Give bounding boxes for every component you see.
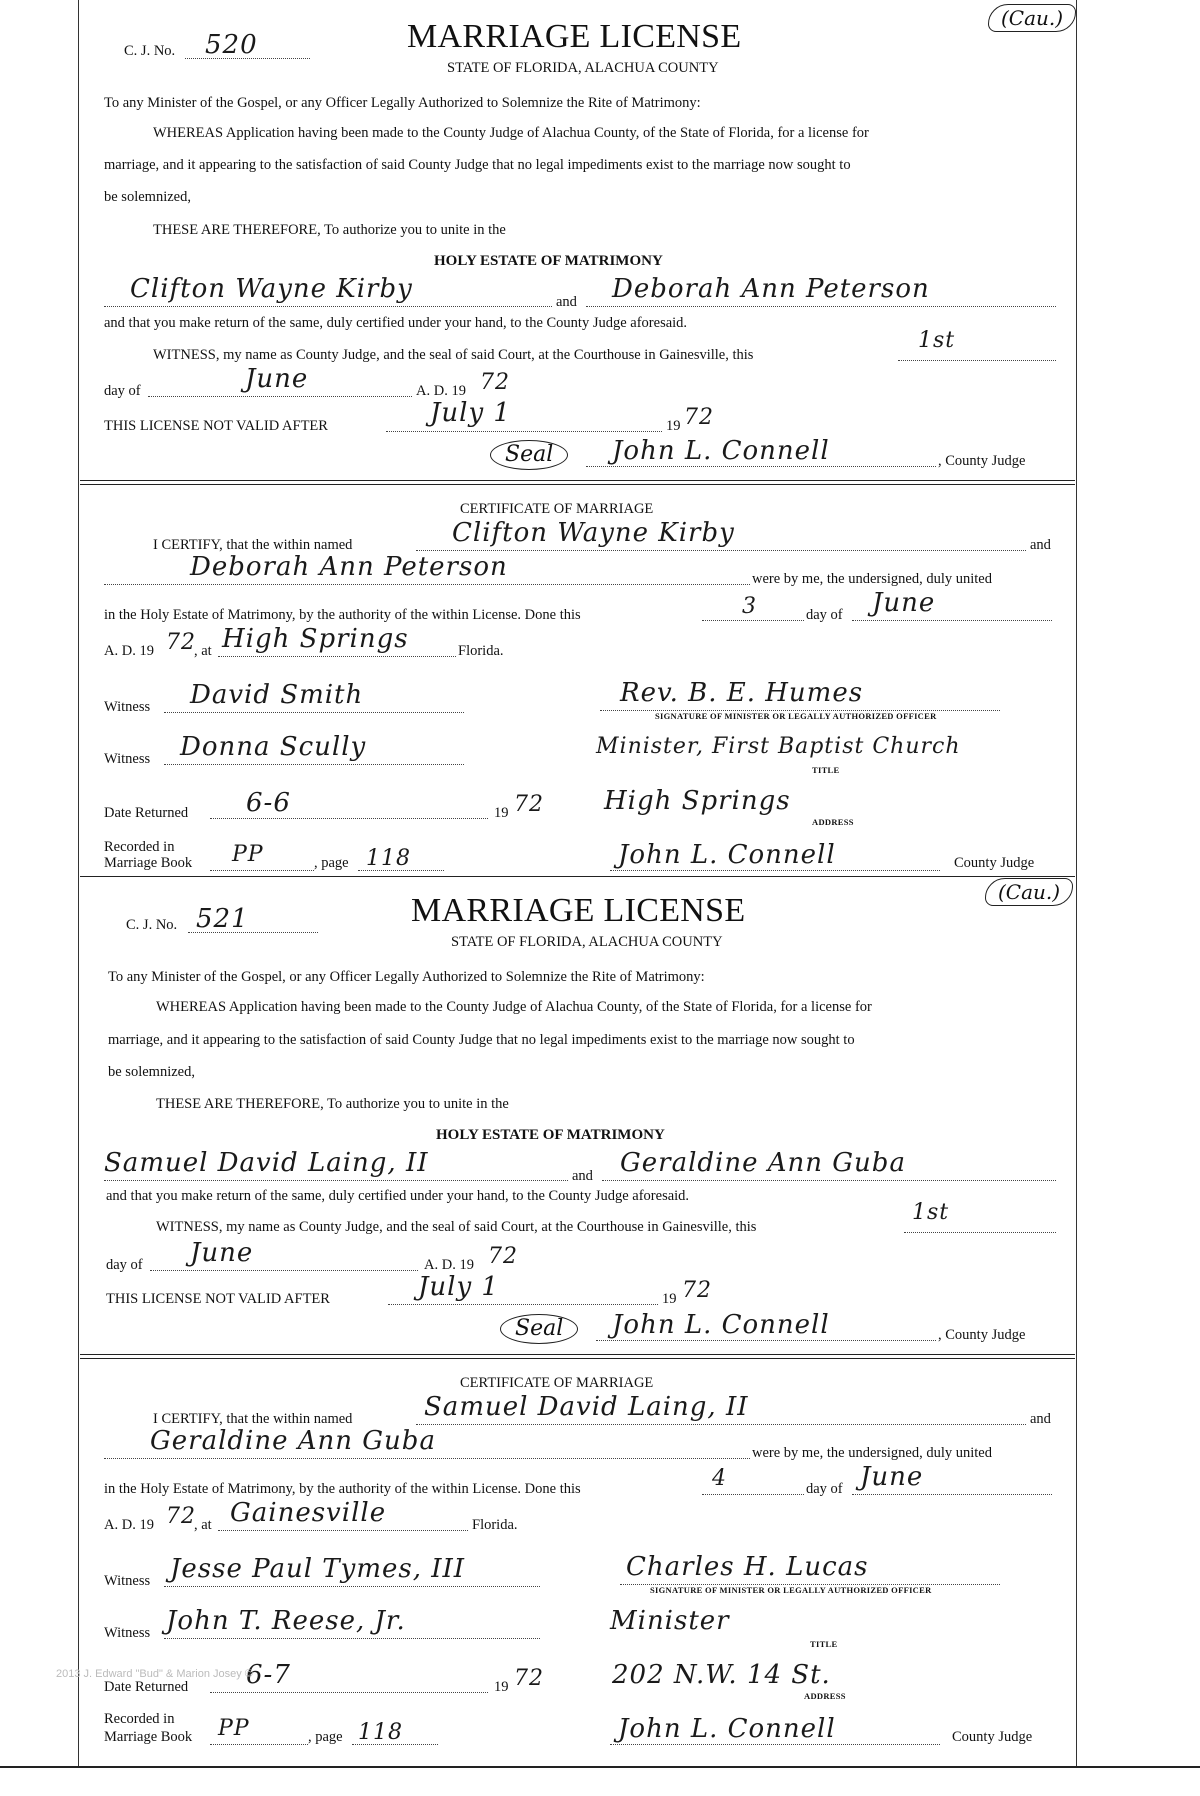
license-month: June (190, 1238, 254, 1268)
dotted-line (164, 1586, 540, 1587)
state-county: STATE OF FLORIDA, ALACHUA COUNTY (451, 934, 723, 950)
judge-signature-2: John L. Connell (618, 1714, 836, 1744)
officer-title: Minister (610, 1606, 730, 1636)
witness-day: 1st (912, 1200, 950, 1225)
therefore-text: THESE ARE THEREFORE, To authorize you to unite in the (156, 1096, 509, 1112)
section-divider (80, 1354, 1075, 1359)
dotted-line (610, 1744, 940, 1745)
and-word: and (1030, 537, 1051, 553)
county-judge-label: , County Judge (938, 1327, 1026, 1343)
dotted-line (210, 818, 488, 819)
dotted-line (210, 870, 314, 871)
dotted-line (586, 466, 936, 467)
groom-name: Samuel David Laing, II (104, 1148, 429, 1178)
county-judge-label: , County Judge (938, 453, 1026, 469)
judge-signature: John L. Connell (612, 1310, 830, 1340)
license-year: 72 (480, 370, 510, 395)
judge-signature-2: John L. Connell (618, 840, 836, 870)
page-label: , page (314, 855, 349, 871)
day-of-label: day of (806, 607, 843, 623)
section-divider (80, 480, 1075, 485)
dotted-line (702, 620, 804, 621)
court-seal: Seal (500, 1314, 578, 1344)
license-title: MARRIAGE LICENSE (411, 892, 746, 929)
ad-label: A. D. 19 (104, 1517, 154, 1533)
witness-1: David Smith (190, 680, 364, 710)
license-divider (80, 876, 1075, 877)
page-number: 118 (358, 1720, 403, 1745)
ad-label: A. D. 19 (104, 643, 154, 659)
dotted-line (852, 1494, 1052, 1495)
cj-label: C. J. No. (124, 43, 176, 59)
license-month: June (245, 364, 309, 394)
title-caption: TITLE (812, 765, 840, 775)
intro-text: To any Minister of the Gospel, or any Officer Legally Authorized to Solemnize the Rite of Matrimony: (108, 969, 705, 985)
dotted-line (164, 764, 464, 765)
title-caption: TITLE (810, 1639, 838, 1649)
date-returned-label: Date Returned (104, 1679, 189, 1695)
dotted-line (148, 396, 412, 397)
dotted-line (596, 1340, 936, 1341)
whereas-line-2: marriage, and it appearing to the satisfaction of said County Judge that no legal impediments exist to the marriage now sought to (104, 157, 851, 173)
judge-signature: John L. Connell (612, 436, 830, 466)
cau-tag: (Cau.) (988, 4, 1076, 32)
bride-name: Deborah Ann Peterson (612, 274, 930, 304)
returned-date: 6-7 (246, 1660, 291, 1690)
witness-label: Witness (104, 1573, 151, 1589)
county-judge-label: County Judge (954, 855, 1035, 871)
dotted-line (150, 1270, 418, 1271)
day-of-label: day of (106, 1257, 143, 1273)
not-valid-date: July 1 (430, 398, 511, 428)
florida-label: Florida. (458, 643, 504, 659)
dotted-line (904, 1232, 1056, 1233)
cert-bride-name: Geraldine Ann Guba (150, 1426, 436, 1456)
book-id: PP (218, 1716, 250, 1741)
not-valid-date: July 1 (418, 1272, 499, 1302)
holy-estate-heading: HOLY ESTATE OF MATRIMONY (434, 253, 663, 269)
intro-text: To any Minister of the Gospel, or any Officer Legally Authorized to Solemnize the Rite of Matrimony: (104, 95, 701, 111)
recorded-in-label: Recorded in (104, 839, 175, 855)
license-title: MARRIAGE LICENSE (407, 18, 742, 55)
return-text: and that you make return of the same, duly certified under your hand, to the County Judge aforesaid. (106, 1188, 690, 1204)
place: Gainesville (230, 1498, 387, 1528)
dotted-line (104, 306, 552, 307)
not-valid-label: THIS LICENSE NOT VALID AFTER (106, 1291, 330, 1307)
year-prefix: 19 (494, 805, 509, 821)
and-word: and (572, 1168, 593, 1184)
book-id: PP (232, 842, 264, 867)
united-text: were by me, the undersigned, duly united (752, 571, 992, 587)
cj-number: 521 (196, 904, 249, 934)
dotted-line (586, 306, 1056, 307)
witness-label: Witness (104, 699, 151, 715)
not-valid-year: 72 (684, 405, 714, 430)
dotted-line (218, 656, 456, 657)
day-of-label: day of (806, 1481, 843, 1497)
at-label: , at (194, 643, 212, 659)
cert-groom-name: Clifton Wayne Kirby (452, 518, 735, 548)
officer-address: High Springs (604, 786, 791, 816)
dotted-line (898, 360, 1056, 361)
dotted-line (602, 1180, 1056, 1181)
marriage-book-label: Marriage Book (104, 1729, 193, 1745)
at-label: , at (194, 1517, 212, 1533)
witness-2: Donna Scully (180, 732, 367, 762)
address-caption: ADDRESS (804, 1691, 846, 1701)
bride-name: Geraldine Ann Guba (620, 1148, 906, 1178)
ad-label: A. D. 19 (416, 383, 466, 399)
whereas-line-2: marriage, and it appearing to the satisfaction of said County Judge that no legal impediments exist to the marriage now sought to (108, 1032, 855, 1048)
cj-number: 520 (205, 30, 258, 60)
returned-year: 72 (514, 792, 544, 817)
florida-label: Florida. (472, 1517, 518, 1533)
court-seal: Seal (490, 440, 568, 470)
ad-label: A. D. 19 (424, 1257, 474, 1273)
and-word: and (556, 294, 577, 310)
dotted-line (852, 620, 1052, 621)
year-prefix: 19 (662, 1291, 677, 1307)
groom-name: Clifton Wayne Kirby (130, 274, 413, 304)
returned-year: 72 (514, 1666, 544, 1691)
not-valid-year: 72 (682, 1278, 712, 1303)
recorded-in-label: Recorded in (104, 1711, 175, 1727)
dotted-line (104, 1180, 568, 1181)
officer-caption: SIGNATURE OF MINISTER OR LEGALLY AUTHORIZED OFFICER (655, 711, 937, 721)
witness-text: WITNESS, my name as County Judge, and the seal of said Court, at the Courthouse in Gainesville, this (156, 1219, 757, 1235)
address-caption: ADDRESS (812, 817, 854, 827)
witness-label: Witness (104, 1625, 151, 1641)
dotted-line (610, 870, 940, 871)
dotted-line (416, 550, 1026, 551)
officer-title: Minister, First Baptist Church (596, 734, 961, 759)
dotted-line (164, 1638, 540, 1639)
place: High Springs (222, 624, 409, 654)
certify-text: I CERTIFY, that the within named (153, 537, 353, 553)
dotted-line (388, 1304, 658, 1305)
holy-estate-heading: HOLY ESTATE OF MATRIMONY (436, 1127, 665, 1143)
done-month: June (872, 588, 936, 618)
whereas-line-1: WHEREAS Application having been made to the County Judge of Alachua County, of the State of Florida, for a license for (156, 999, 872, 1015)
copyright-watermark: 2013 J. Edward "Bud" & Marion Josey © (56, 1668, 253, 1680)
dotted-line (702, 1494, 804, 1495)
dotted-line (218, 1530, 468, 1531)
page-label: , page (308, 1729, 343, 1745)
officer-signature: Charles H. Lucas (626, 1552, 869, 1582)
dotted-line (210, 1692, 488, 1693)
dotted-line (104, 1458, 750, 1459)
county-judge-label: County Judge (952, 1729, 1033, 1745)
officer-address: 202 N.W. 14 St. (612, 1660, 831, 1690)
done-day: 4 (712, 1466, 727, 1491)
date-returned-label: Date Returned (104, 805, 189, 821)
whereas-line-3: be solemnized, (104, 189, 191, 205)
page-number: 118 (366, 846, 411, 871)
certificate-title: CERTIFICATE OF MARRIAGE (460, 501, 654, 517)
certificate-title: CERTIFICATE OF MARRIAGE (460, 1375, 654, 1391)
done-year: 72 (166, 630, 196, 655)
dotted-line (386, 431, 662, 432)
officer-caption: SIGNATURE OF MINISTER OR LEGALLY AUTHORIZED OFFICER (650, 1585, 932, 1595)
done-month: June (860, 1462, 924, 1492)
done-year: 72 (166, 1504, 196, 1529)
witness-2: John T. Reese, Jr. (166, 1606, 406, 1636)
officer-signature: Rev. B. E. Humes (620, 678, 864, 708)
witness-label: Witness (104, 751, 151, 767)
done-day: 3 (742, 594, 757, 619)
cert-bride-name: Deborah Ann Peterson (190, 552, 508, 582)
year-prefix: 19 (494, 1679, 509, 1695)
dotted-line (104, 584, 750, 585)
dotted-line (164, 712, 464, 713)
holy-estate-line: in the Holy Estate of Matrimony, by the authority of the within License. Done this (104, 607, 581, 623)
marriage-book-label: Marriage Book (104, 855, 193, 871)
therefore-text: THESE ARE THEREFORE, To authorize you to unite in the (153, 222, 506, 238)
dotted-line (210, 1744, 308, 1745)
and-word: and (1030, 1411, 1051, 1427)
witness-day: 1st (918, 328, 956, 353)
return-text: and that you make return of the same, duly certified under your hand, to the County Judge aforesaid. (104, 315, 688, 331)
cert-groom-name: Samuel David Laing, II (424, 1392, 749, 1422)
whereas-line-3: be solemnized, (108, 1064, 195, 1080)
not-valid-label: THIS LICENSE NOT VALID AFTER (104, 418, 328, 434)
day-of-label: day of (104, 383, 141, 399)
witness-text: WITNESS, my name as County Judge, and the seal of said Court, at the Courthouse in Gainesville, this (153, 347, 754, 363)
license-year: 72 (488, 1244, 518, 1269)
united-text: were by me, the undersigned, duly united (752, 1445, 992, 1461)
witness-1: Jesse Paul Tymes, III (170, 1554, 466, 1584)
returned-date: 6-6 (246, 788, 291, 818)
cj-label: C. J. No. (126, 917, 178, 933)
whereas-line-1: WHEREAS Application having been made to the County Judge of Alachua County, of the State of Florida, for a license for (153, 125, 869, 141)
bottom-edge (0, 1766, 1200, 1768)
year-prefix: 19 (666, 418, 681, 434)
cau-tag: (Cau.) (985, 878, 1073, 906)
state-county: STATE OF FLORIDA, ALACHUA COUNTY (447, 60, 719, 76)
certify-text: I CERTIFY, that the within named (153, 1411, 353, 1427)
holy-estate-line: in the Holy Estate of Matrimony, by the authority of the within License. Done this (104, 1481, 581, 1497)
dotted-line (416, 1424, 1026, 1425)
